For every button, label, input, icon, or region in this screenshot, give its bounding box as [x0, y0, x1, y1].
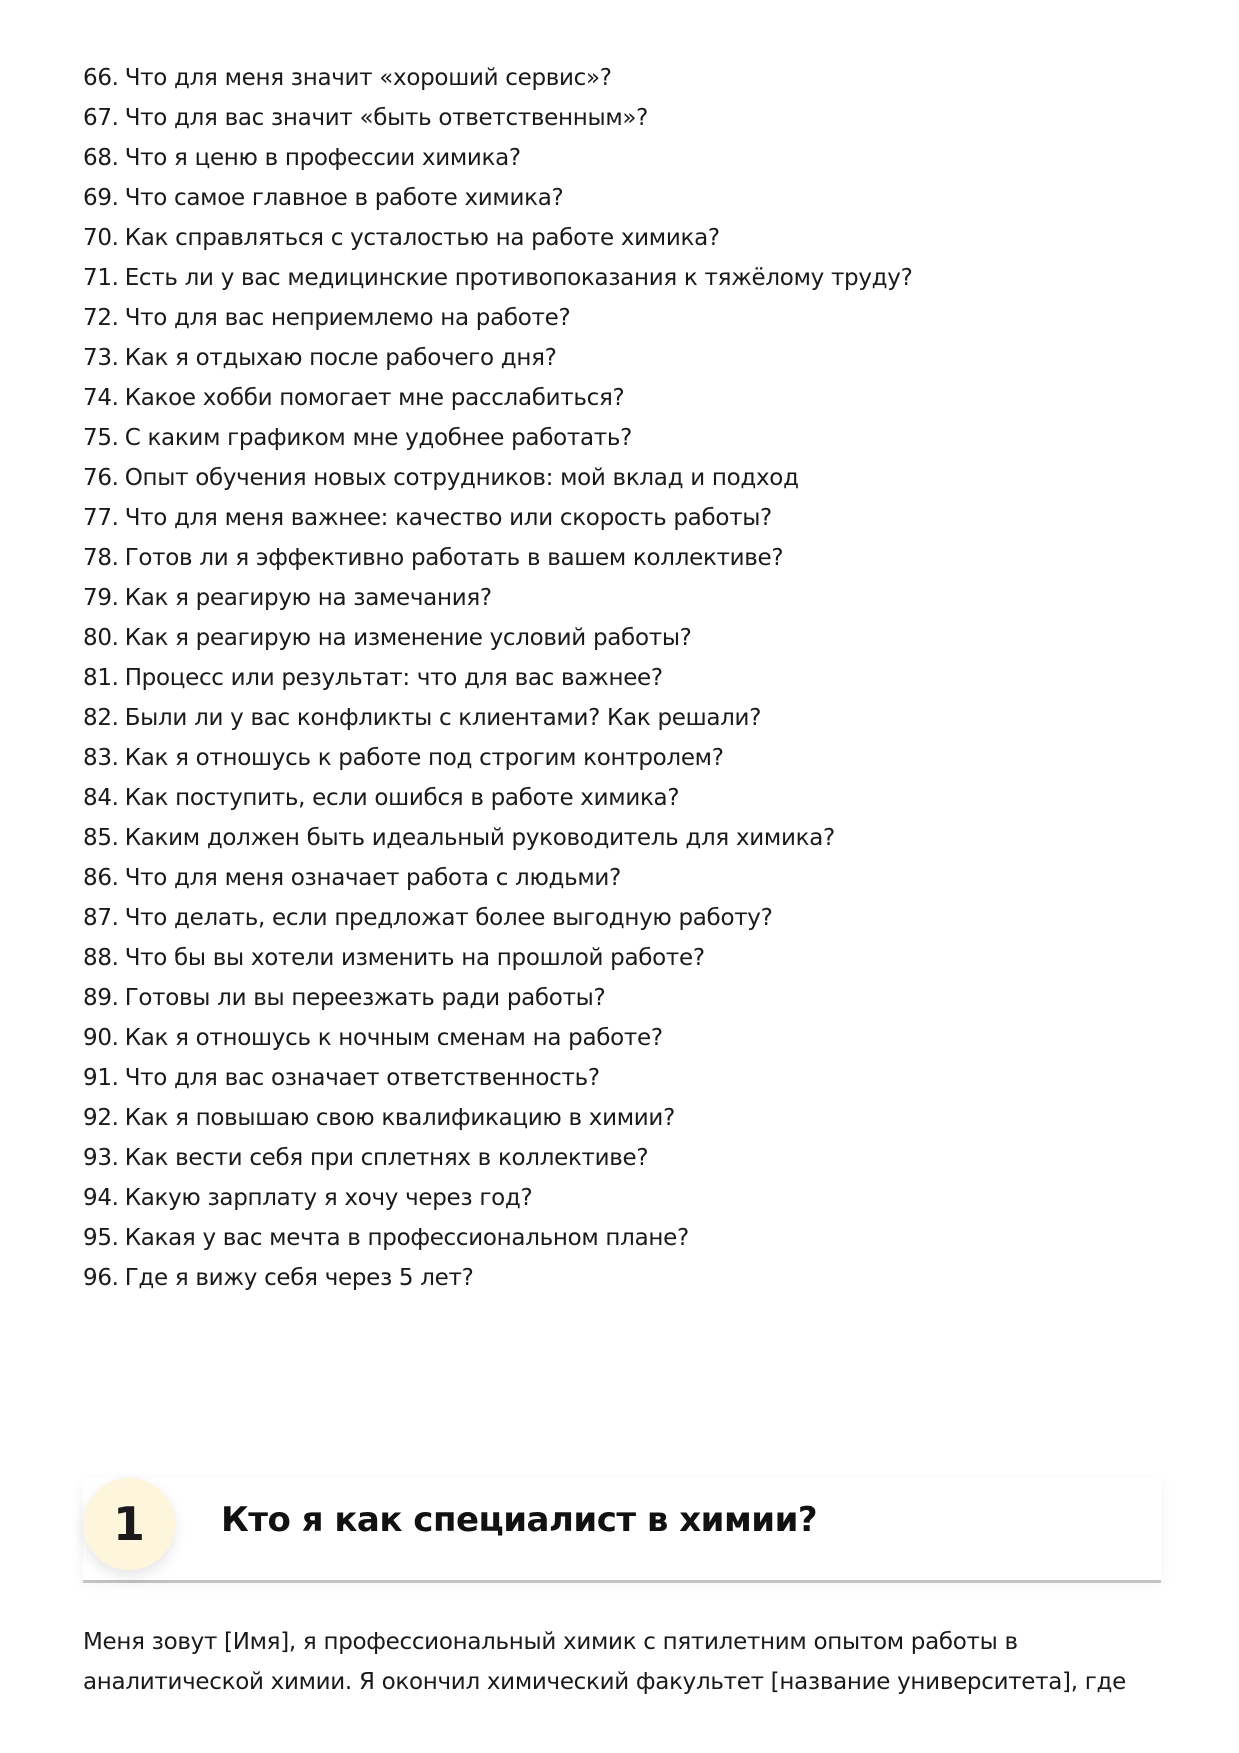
question-number: 71. — [83, 265, 119, 291]
question-text: Какую зарплату я хочу через год? — [124, 1185, 533, 1211]
question-item — [83, 258, 1161, 298]
question-item — [83, 138, 1161, 178]
question-item — [83, 458, 1161, 498]
question-item — [83, 378, 1161, 418]
question-text: Как я реагирую на замечания? — [124, 585, 492, 611]
section-body-text — [83, 1622, 1161, 1702]
question-number: 88. — [83, 945, 119, 971]
question-item — [83, 858, 1161, 898]
question-number: 94. — [83, 1185, 119, 1211]
question-text: Каким должен быть идеальный руководитель для химика? — [124, 825, 835, 851]
question-text: Как я отдыхаю после рабочего дня? — [124, 345, 557, 371]
question-number: 67. — [83, 105, 119, 131]
question-number: 75. — [83, 425, 119, 451]
question-number: 85. — [83, 825, 119, 851]
question-number: 68. — [83, 145, 119, 171]
question-number: 80. — [83, 625, 119, 651]
question-text: Что для вас неприемлемо на работе? — [124, 305, 571, 331]
question-item — [83, 698, 1161, 738]
question-text: Что делать, если предложат более выгодную работу? — [124, 905, 773, 931]
question-text: Как я отношусь к ночным сменам на работе? — [124, 1025, 663, 1051]
question-text: Как вести себя при сплетнях в коллективе? — [124, 1145, 649, 1171]
question-number: 81. — [83, 665, 119, 691]
question-item — [83, 1138, 1161, 1178]
question-item — [83, 1058, 1161, 1098]
question-text: Что для меня означает работа с людьми? — [124, 865, 621, 891]
question-item — [83, 58, 1161, 98]
question-item — [83, 1178, 1161, 1218]
question-text: Были ли у вас конфликты с клиентами? Как решали? — [124, 705, 762, 731]
question-text: Что для вас значит «быть ответственным»? — [124, 105, 649, 131]
section-title: Кто я как специалист в химии? — [221, 1500, 818, 1540]
question-text: Как я отношусь к работе под строгим контролем? — [124, 745, 724, 771]
question-number: 73. — [83, 345, 119, 371]
question-number: 95. — [83, 1225, 119, 1251]
question-item — [83, 298, 1161, 338]
question-number: 66. — [83, 65, 119, 91]
question-item — [83, 778, 1161, 818]
question-text: Готовы ли вы переезжать ради работы? — [124, 985, 606, 1011]
question-item — [83, 218, 1161, 258]
question-text: Что для меня значит «хороший сервис»? — [124, 65, 612, 91]
question-item — [83, 738, 1161, 778]
question-number: 74. — [83, 385, 119, 411]
question-text: Что я ценю в профессии химика? — [124, 145, 521, 171]
question-number: 89. — [83, 985, 119, 1011]
question-item — [83, 978, 1161, 1018]
question-text: Какое хобби помогает мне расслабиться? — [124, 385, 625, 411]
question-number: 91. — [83, 1065, 119, 1091]
question-item — [83, 1258, 1161, 1298]
question-number: 84. — [83, 785, 119, 811]
question-text: Что для вас означает ответственность? — [124, 1065, 600, 1091]
question-text: Где я вижу себя через 5 лет? — [124, 1265, 474, 1291]
question-item — [83, 338, 1161, 378]
section-header — [83, 1478, 1161, 1583]
question-list-container — [83, 58, 1161, 1298]
question-item — [83, 538, 1161, 578]
question-number: 83. — [83, 745, 119, 771]
question-item — [83, 418, 1161, 458]
question-text: Что для меня важнее: качество или скорость работы? — [124, 505, 772, 531]
question-item — [83, 658, 1161, 698]
question-item — [83, 618, 1161, 658]
question-text: Готов ли я эффективно работать в вашем коллективе? — [124, 545, 784, 571]
question-number: 82. — [83, 705, 119, 731]
question-number: 87. — [83, 905, 119, 931]
question-text: Какая у вас мечта в профессиональном плане? — [124, 1225, 689, 1251]
question-number: 92. — [83, 1105, 119, 1131]
question-text: Что бы вы хотели изменить на прошлой работе? — [124, 945, 705, 971]
body-line: Меня зовут [Имя], я профессиональный химик с пятилетним опытом работы в — [83, 1629, 1018, 1655]
question-item — [83, 98, 1161, 138]
question-number: 96. — [83, 1265, 119, 1291]
question-number: 90. — [83, 1025, 119, 1051]
question-text: Как я повышаю свою квалификацию в химии? — [124, 1105, 675, 1131]
question-item — [83, 178, 1161, 218]
question-list — [83, 58, 1161, 1298]
question-item — [83, 1018, 1161, 1058]
question-number: 93. — [83, 1145, 119, 1171]
question-number: 86. — [83, 865, 119, 891]
question-item — [83, 898, 1161, 938]
question-number: 76. — [83, 465, 119, 491]
question-text: Есть ли у вас медицинские противопоказания к тяжёлому труду? — [124, 265, 913, 291]
question-text: Как поступить, если ошибся в работе химика? — [124, 785, 680, 811]
question-text: С каким графиком мне удобнее работать? — [124, 425, 633, 451]
question-text: Процесс или результат: что для вас важнее? — [124, 665, 663, 691]
question-text: Опыт обучения новых сотрудников: мой вклад и подход — [124, 465, 799, 491]
question-text: Как я реагирую на изменение условий работы? — [124, 625, 692, 651]
question-item — [83, 498, 1161, 538]
question-item — [83, 578, 1161, 618]
question-text: Что самое главное в работе химика? — [124, 185, 564, 211]
question-number: 70. — [83, 225, 119, 251]
question-item — [83, 1098, 1161, 1138]
question-item — [83, 1218, 1161, 1258]
question-number: 77. — [83, 505, 119, 531]
question-number: 79. — [83, 585, 119, 611]
question-number: 78. — [83, 545, 119, 571]
body-line: аналитической химии. Я окончил химический факультет [название университета], где — [83, 1669, 1126, 1695]
question-number: 72. — [83, 305, 119, 331]
question-number: 69. — [83, 185, 119, 211]
question-text: Как справляться с усталостью на работе химика? — [124, 225, 720, 251]
question-item — [83, 818, 1161, 858]
section-number-badge: 1 — [83, 1478, 175, 1570]
question-item — [83, 938, 1161, 978]
